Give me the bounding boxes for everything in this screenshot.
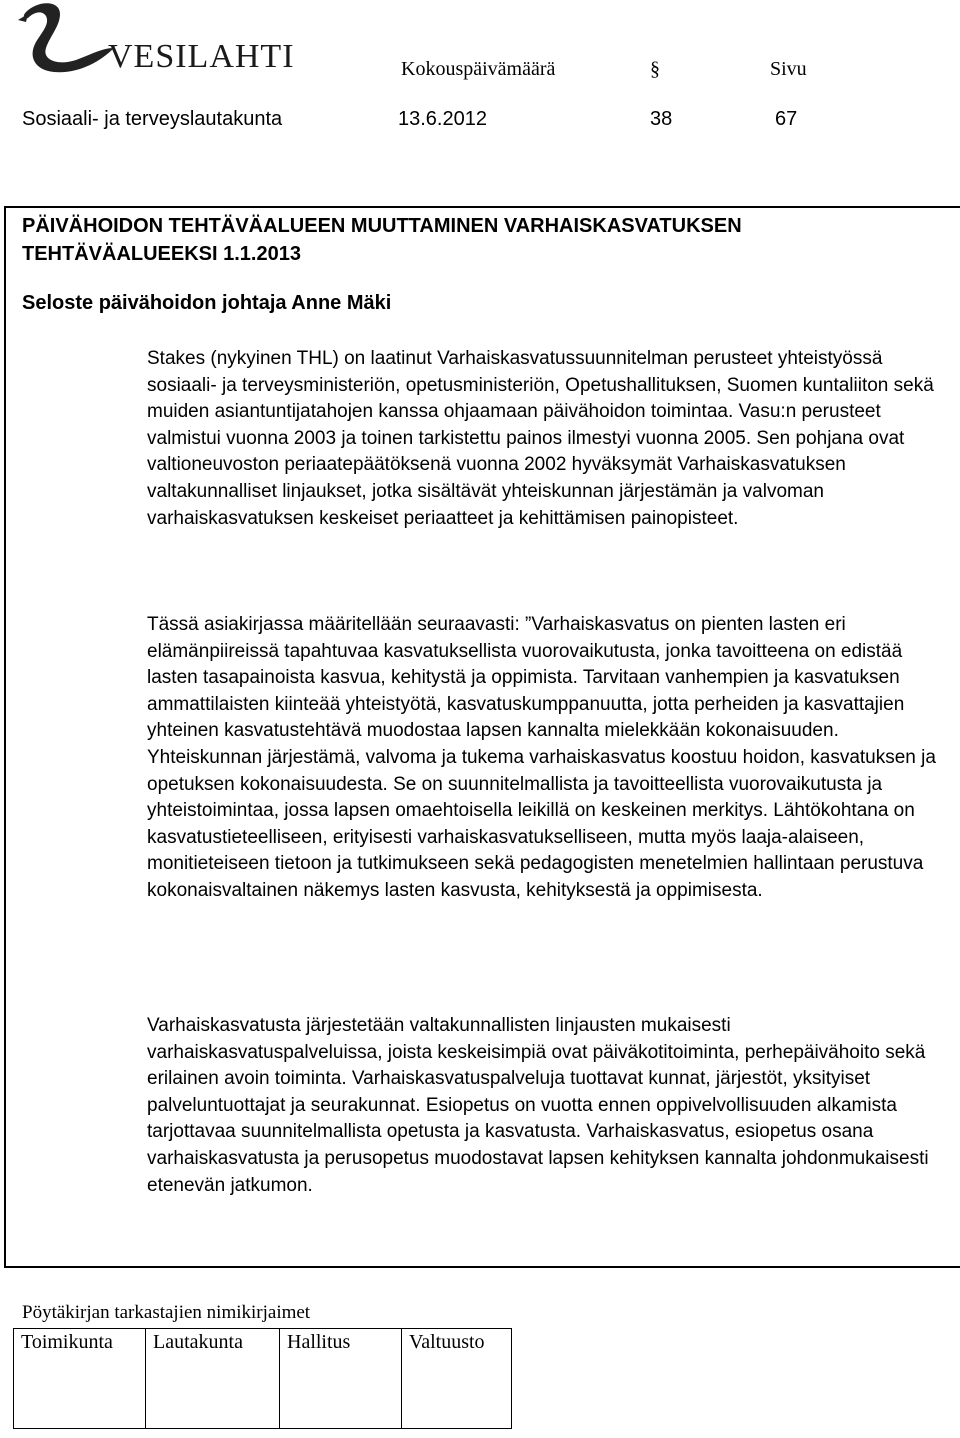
signature-cell-toimikunta: Toimikunta	[14, 1329, 146, 1429]
section-mark: §	[650, 58, 660, 80]
vesilahti-logo	[16, 0, 295, 80]
signature-table	[13, 1328, 512, 1429]
page-number: 67	[775, 108, 798, 130]
signature-cell-hallitus: Hallitus	[280, 1329, 402, 1429]
logo-wordmark: VESILAHTI	[108, 38, 295, 75]
committee-name: Sosiaali- ja terveyslautakunta	[22, 108, 283, 130]
signature-cell-valtuusto: Valtuusto	[402, 1329, 512, 1429]
signature-title: Pöytäkirjan tarkastajien nimikirjaimet	[22, 1302, 311, 1323]
document-title: PÄIVÄHOIDON TEHTÄVÄALUEEN MUUTTAMINEN VARHAISKASVATUKSEN TEHTÄVÄALUEEKSI 1.1.2013	[22, 215, 742, 265]
section-number: 38	[650, 108, 673, 130]
meeting-date: 13.6.2012	[398, 108, 487, 130]
paragraph-1: Stakes (nykyinen THL) on laatinut Varhaiskasvatussuunnitelman perusteet yhteistyössä sosiaali- ja terveysministeriön, opetusministeriön, Opetushallituksen, Suomen kuntaliiton sekä muiden asiantuntijatahojen kanssa ohjaamaan päivähoidon toimintaa. Vasu:n perusteet valmistui vuonna 2003 ja toinen tarkistettu painos ilmestyi vuonna 2005. Sen pohjana ovat valtioneuvoston periaatepäätöksenä vuonna 2002 hyväksymät Varhaiskasvatuksen valtakunnalliset linjaukset, jotka sisältävät yhteiskunnan järjestämän ja valvoman varhaiskasvatuksen keskeiset periaatteet ja kehittämisen painopisteet.	[147, 348, 934, 529]
signature-cell-lautakunta: Lautakunta	[146, 1329, 280, 1429]
page-label: Sivu	[770, 58, 807, 80]
paragraph-3: Varhaiskasvatusta järjestetään valtakunnallisten linjausten mukaisesti varhaiskasvatuspalveluissa, joista keskeisimpiä ovat päiväkotitoiminta, perhepäivähoito sekä erilainen avoin toiminta. Varhaiskasvatuspalveluja tuottavat kunnat, järjestöt, yksityiset palveluntuottajat ja seurakunnat. Esiopetus on vuotta ennen oppivelvollisuuden alkamista tarjottavaa suunnitelmallista opetusta ja kasvatusta. Varhaiskasvatus, esiopetus osana varhaiskasvatusta ja perusopetus muodostavat lapsen kehityksen kannalta johdonmukaisesti etenevän jatkumon.	[147, 1015, 929, 1196]
meeting-date-label: Kokouspäivämäärä	[401, 58, 556, 80]
swan-icon	[16, 0, 116, 80]
document-subtitle: Seloste päivähoidon johtaja Anne Mäki	[22, 292, 392, 314]
paragraph-2: Tässä asiakirjassa määritellään seuraavasti: ”Varhaiskasvatus on pienten lasten eri elämänpiireissä tapahtuvaa kasvatuksellista vuorovaikutusta, jonka tavoitteena on edistää lasten tasapainoista kasvua, kehitystä ja oppimista. Tarvitaan vanhempien ja kasvatuksen ammattilaisten kiinteää yhteistyötä, kasvatuskumppanuutta, jotta perheiden ja kasvattajien yhteinen kasvatustehtävä muodostaa lapsen kannalta mielekkään kokonaisuuden. Yhteiskunnan järjestämä, valvoma ja tukema varhaiskasvatus koostuu hoidon, kasvatuksen ja opetuksen kokonaisuudesta. Se on suunnitelmallista ja tavoitteellista vuorovaikutusta ja yhteistoimintaa, jossa lapsen omaehtoisella leikillä on keskeinen merkitys. Lähtökohtana on kasvatustieteelliseen, erityisesti varhaiskasvatukselliseen, mutta myös laaja-alaiseen, monitieteiseen tietoon ja tutkimukseen sekä pedagogisten menetelmien hallintaan perustuva kokonaisvaltainen näkemys lasten kasvusta, kehityksestä ja oppimisesta.	[147, 614, 936, 901]
